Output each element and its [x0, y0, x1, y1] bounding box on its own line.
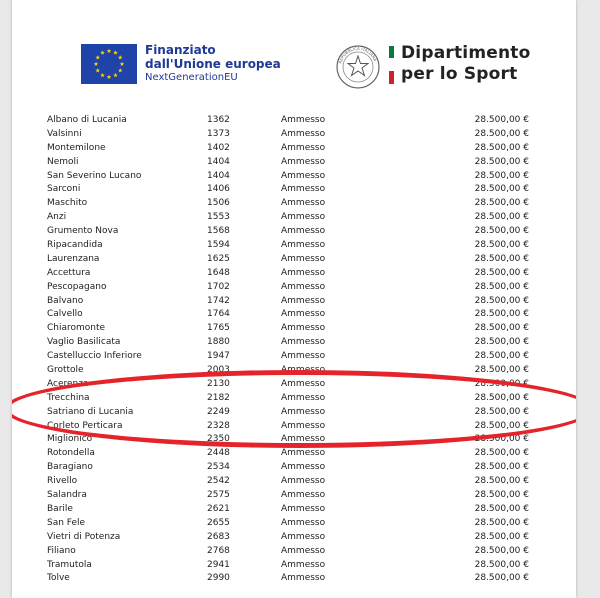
status-cell: Ammesso — [281, 281, 326, 292]
score-cell: 1568 — [207, 226, 230, 237]
amount-cell: 28.500,00 € — [474, 406, 529, 417]
status-cell: Ammesso — [281, 323, 326, 334]
municipality-cell: Acerenza — [47, 378, 89, 389]
score-cell: 1404 — [207, 170, 230, 181]
table-row — [12, 572, 576, 586]
table-row — [12, 170, 576, 184]
table-row — [12, 531, 576, 545]
status-cell: Ammesso — [281, 503, 326, 514]
municipality-cell: Baragiano — [47, 462, 93, 473]
municipality-cell: Vaglio Basilicata — [47, 337, 121, 348]
score-cell: 1553 — [207, 212, 230, 223]
eu-star-icon — [107, 49, 112, 53]
eu-line-1: Finanziato — [145, 43, 216, 57]
status-cell: Ammesso — [281, 434, 326, 445]
eu-star-icon — [100, 50, 105, 54]
score-cell: 1880 — [207, 337, 230, 348]
table-row — [12, 267, 576, 281]
emblem-text: REPUBBLICA ITALIANA — [337, 45, 378, 65]
table-row — [12, 128, 576, 142]
score-cell: 2448 — [207, 448, 230, 459]
municipality-cell: Grottole — [47, 365, 84, 376]
municipality-cell: Rotondella — [47, 448, 95, 459]
eu-line-3: NextGenerationEU — [145, 72, 238, 83]
municipality-cell: Montemilone — [47, 142, 106, 153]
amount-cell: 28.500,00 € — [474, 115, 529, 125]
municipality-cell: Tramutola — [47, 559, 92, 570]
amount-cell: 28.500,00 € — [474, 378, 529, 389]
score-cell: 2182 — [207, 392, 230, 403]
eu-star-icon — [113, 50, 118, 54]
table-row — [12, 114, 576, 128]
status-cell: Ammesso — [281, 490, 326, 501]
score-cell: 1402 — [207, 142, 230, 153]
score-cell: 1648 — [207, 267, 230, 278]
amount-cell: 28.500,00 € — [474, 295, 529, 306]
municipality-cell: Laurenzana — [47, 253, 100, 264]
municipality-cell: Barile — [47, 503, 73, 514]
table-row — [12, 461, 576, 475]
amount-cell: 28.500,00 € — [474, 184, 529, 195]
score-cell: 1406 — [207, 184, 230, 195]
municipality-cell: Nemoli — [47, 156, 79, 167]
municipality-cell: Ripacandida — [47, 240, 103, 251]
status-cell: Ammesso — [281, 545, 326, 556]
score-cell: 2328 — [207, 420, 230, 431]
eu-star-icon — [100, 73, 105, 77]
municipality-cell: Miglionico — [47, 434, 93, 445]
municipality-cell: Anzi — [47, 212, 67, 223]
amount-cell: 28.500,00 € — [474, 503, 529, 514]
table-row — [12, 406, 576, 420]
status-cell: Ammesso — [281, 378, 326, 389]
status-cell: Ammesso — [281, 448, 326, 459]
status-cell: Ammesso — [281, 406, 326, 417]
status-cell: Ammesso — [281, 309, 326, 320]
eu-flag-logo — [81, 44, 137, 84]
status-cell: Ammesso — [281, 295, 326, 306]
amount-cell: 28.500,00 € — [474, 170, 529, 181]
status-cell: Ammesso — [281, 240, 326, 251]
municipality-cell: Satriano di Lucania — [47, 406, 134, 417]
status-cell: Ammesso — [281, 351, 326, 362]
score-cell: 1742 — [207, 295, 230, 306]
score-cell: 1362 — [207, 115, 230, 125]
table-row — [12, 308, 576, 322]
amount-cell: 28.500,00 € — [474, 517, 529, 528]
score-cell: 1702 — [207, 281, 230, 292]
department-line-2: per lo Sport — [401, 64, 518, 84]
table-row — [12, 183, 576, 197]
eu-star-icon — [95, 68, 100, 72]
status-cell: Ammesso — [281, 392, 326, 403]
score-cell: 2768 — [207, 545, 230, 556]
score-cell: 1373 — [207, 128, 230, 139]
status-cell: Ammesso — [281, 531, 326, 542]
amount-cell: 28.500,00 € — [474, 434, 529, 445]
amount-cell: 28.500,00 € — [474, 476, 529, 487]
table-row — [12, 350, 576, 364]
municipality-cell: Sarconi — [47, 184, 81, 195]
table-row — [12, 489, 576, 503]
score-cell: 2990 — [207, 573, 230, 584]
status-cell: Ammesso — [281, 517, 326, 528]
status-cell: Ammesso — [281, 184, 326, 195]
table-row — [12, 225, 576, 239]
amount-cell: 28.500,00 € — [474, 545, 529, 556]
municipality-cell: Calvello — [47, 309, 83, 320]
eu-star-icon — [120, 62, 125, 66]
results-table — [12, 114, 576, 586]
eu-star-icon — [95, 55, 100, 59]
status-cell: Ammesso — [281, 462, 326, 473]
amount-cell: 28.500,00 € — [474, 198, 529, 209]
table-row — [12, 295, 576, 309]
score-cell: 1764 — [207, 309, 230, 320]
amount-cell: 28.500,00 € — [474, 156, 529, 167]
document-page — [12, 0, 576, 598]
status-cell: Ammesso — [281, 128, 326, 139]
amount-cell: 28.500,00 € — [474, 226, 529, 237]
score-cell: 2655 — [207, 517, 230, 528]
amount-cell: 28.500,00 € — [474, 351, 529, 362]
status-cell: Ammesso — [281, 170, 326, 181]
municipality-cell: Albano di Lucania — [47, 115, 127, 125]
municipality-cell: Valsinni — [47, 128, 82, 139]
municipality-cell: Accettura — [47, 267, 91, 278]
table-row — [12, 197, 576, 211]
score-cell: 2542 — [207, 476, 230, 487]
score-cell: 2003 — [207, 365, 230, 376]
score-cell: 2621 — [207, 503, 230, 514]
amount-cell: 28.500,00 € — [474, 337, 529, 348]
status-cell: Ammesso — [281, 573, 326, 584]
status-cell: Ammesso — [281, 420, 326, 431]
amount-cell: 28.500,00 € — [474, 392, 529, 403]
amount-cell: 28.500,00 € — [474, 309, 529, 320]
municipality-cell: Filiano — [47, 545, 76, 556]
municipality-cell: Maschito — [47, 198, 88, 209]
table-row — [12, 336, 576, 350]
table-row — [12, 281, 576, 295]
status-cell: Ammesso — [281, 142, 326, 153]
eu-star-icon — [118, 55, 123, 59]
table-row — [12, 503, 576, 517]
score-cell: 1765 — [207, 323, 230, 334]
score-cell: 1594 — [207, 240, 230, 251]
municipality-cell: Trecchina — [47, 392, 90, 403]
score-cell: 2350 — [207, 434, 230, 445]
amount-cell: 28.500,00 € — [474, 212, 529, 223]
eu-funding-label — [145, 43, 281, 85]
score-cell: 1947 — [207, 351, 230, 362]
score-cell: 1404 — [207, 156, 230, 167]
amount-cell: 28.500,00 € — [474, 573, 529, 584]
table-row — [12, 392, 576, 406]
amount-cell: 28.500,00 € — [474, 462, 529, 473]
amount-cell: 28.500,00 € — [474, 267, 529, 278]
amount-cell: 28.500,00 € — [474, 128, 529, 139]
municipality-cell: Corleto Perticara — [47, 420, 123, 431]
municipality-cell: Rivello — [47, 476, 78, 487]
table-row — [12, 322, 576, 336]
amount-cell: 28.500,00 € — [474, 490, 529, 501]
status-cell: Ammesso — [281, 115, 326, 125]
score-cell: 2534 — [207, 462, 230, 473]
municipality-cell: Tolve — [47, 573, 70, 584]
table-row — [12, 545, 576, 559]
score-cell: 2249 — [207, 406, 230, 417]
municipality-cell: Balvano — [47, 295, 84, 306]
status-cell: Ammesso — [281, 198, 326, 209]
score-cell: 2575 — [207, 490, 230, 501]
municipality-cell: San Severino Lucano — [47, 170, 142, 181]
score-cell: 2683 — [207, 531, 230, 542]
amount-cell: 28.500,00 € — [474, 240, 529, 251]
department-title — [401, 43, 530, 85]
italian-republic-emblem-icon — [335, 44, 381, 90]
table-row — [12, 517, 576, 531]
table-row — [12, 559, 576, 573]
eu-star-icon — [113, 73, 118, 77]
amount-cell: 28.500,00 € — [474, 559, 529, 570]
status-cell: Ammesso — [281, 267, 326, 278]
amount-cell: 28.500,00 € — [474, 448, 529, 459]
municipality-cell: Pescopagano — [47, 281, 107, 292]
amount-cell: 28.500,00 € — [474, 142, 529, 153]
eu-star-icon — [94, 62, 99, 66]
score-cell: 2941 — [207, 559, 230, 570]
table-row — [12, 239, 576, 253]
table-row — [12, 433, 576, 447]
table-row — [12, 364, 576, 378]
municipality-cell: San Fele — [47, 517, 86, 528]
table-row — [12, 211, 576, 225]
score-cell: 2130 — [207, 378, 230, 389]
table-row — [12, 156, 576, 170]
status-cell: Ammesso — [281, 365, 326, 376]
italian-flag-bar — [389, 46, 394, 84]
status-cell: Ammesso — [281, 226, 326, 237]
amount-cell: 28.500,00 € — [474, 281, 529, 292]
amount-cell: 28.500,00 € — [474, 531, 529, 542]
status-cell: Ammesso — [281, 253, 326, 264]
amount-cell: 28.500,00 € — [474, 323, 529, 334]
table-row — [12, 420, 576, 434]
score-cell: 1625 — [207, 253, 230, 264]
status-cell: Ammesso — [281, 559, 326, 570]
eu-star-icon — [107, 75, 112, 79]
eu-stars-icon — [81, 44, 137, 84]
status-cell: Ammesso — [281, 337, 326, 348]
amount-cell: 28.500,00 € — [474, 253, 529, 264]
eu-star-icon — [118, 68, 123, 72]
status-cell: Ammesso — [281, 476, 326, 487]
municipality-cell: Vietri di Potenza — [47, 531, 121, 542]
table-row — [12, 475, 576, 489]
municipality-cell: Castelluccio Inferiore — [47, 351, 142, 362]
eu-line-2: dall'Unione europea — [145, 57, 281, 71]
municipality-cell: Chiaromonte — [47, 323, 106, 334]
score-cell: 1506 — [207, 198, 230, 209]
table-row — [12, 253, 576, 267]
status-cell: Ammesso — [281, 212, 326, 223]
department-line-1: Dipartimento — [401, 43, 531, 63]
municipality-cell: Grumento Nova — [47, 226, 119, 237]
amount-cell: 28.500,00 € — [474, 420, 529, 431]
amount-cell: 28.500,00 € — [474, 365, 529, 376]
table-row — [12, 447, 576, 461]
status-cell: Ammesso — [281, 156, 326, 167]
table-row — [12, 378, 576, 392]
table-row — [12, 142, 576, 156]
municipality-cell: Salandra — [47, 490, 87, 501]
